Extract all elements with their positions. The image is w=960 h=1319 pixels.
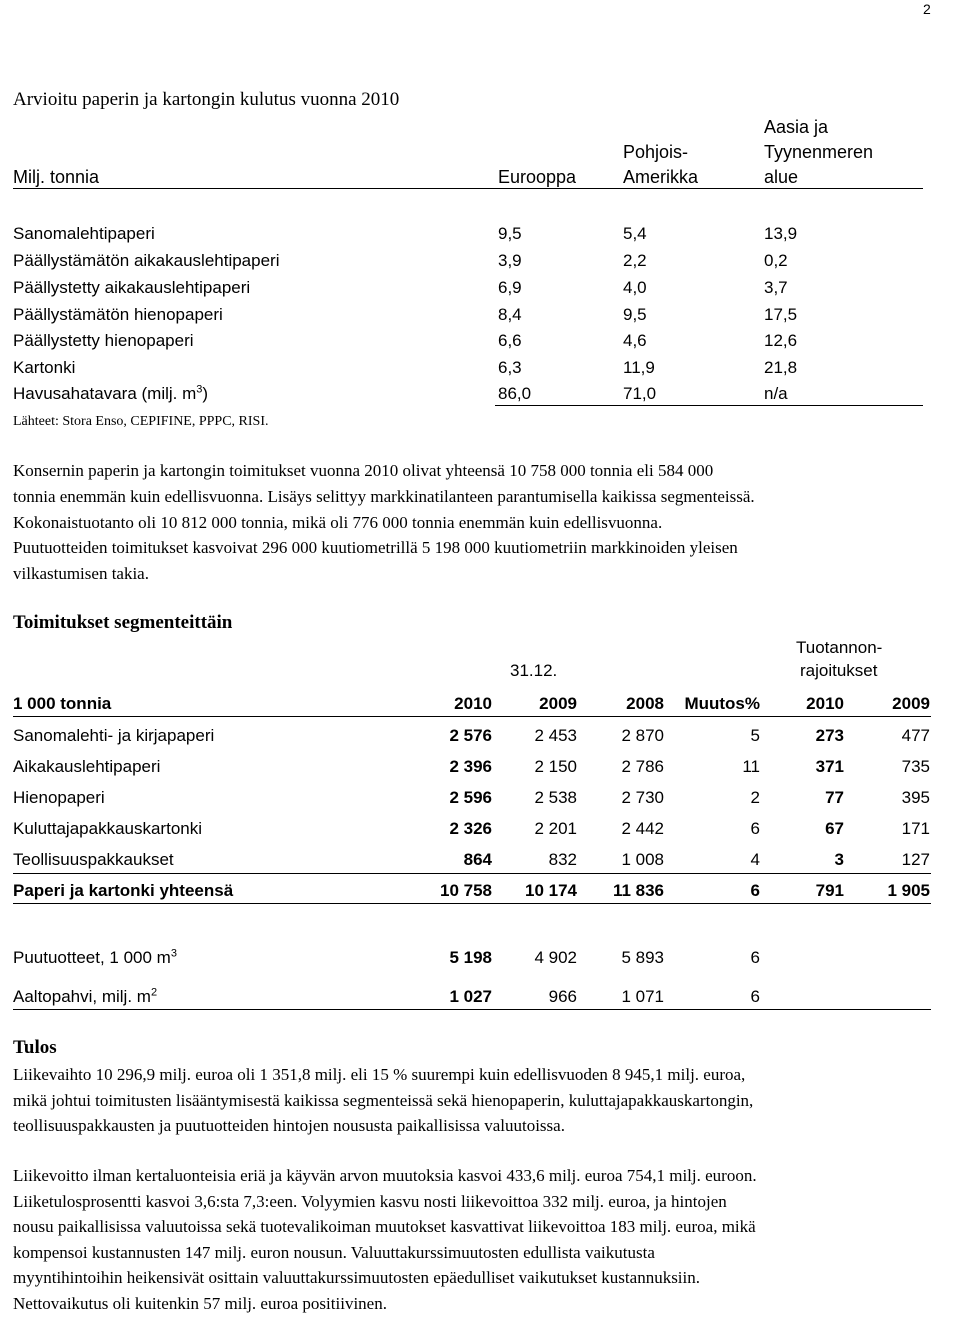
deliveries-cell: 395	[901, 788, 930, 807]
result-paragraph-1	[13, 1062, 958, 1139]
header-asia-line1: Aasia ja	[764, 117, 829, 137]
deliveries-cell: 2 730	[621, 788, 664, 807]
consumption-cell: 6,6	[498, 331, 522, 350]
superscript: 2	[150, 986, 158, 999]
consumption-cell: 17,5	[764, 305, 798, 324]
segment-label: Sanomalehti- ja kirjapaperi	[13, 726, 215, 745]
deliveries-cell: 77	[825, 788, 844, 807]
source-note: Lähteet: Stora Enso, CEPIFINE, PPPC, RISI.	[13, 414, 269, 429]
paragraph-line: myyntihintoihin heikensivät osittain valuuttakurssimuutosten epäedulliset vaikutukset kustannuksiin.	[13, 1268, 701, 1287]
deliveries-cell: 371	[815, 757, 844, 776]
deliveries-cell: 966	[548, 987, 577, 1006]
consumption-cell: 2,2	[623, 251, 647, 270]
deliveries-cell: 2 201	[534, 819, 577, 838]
consumption-cell: 9,5	[623, 305, 647, 324]
result-paragraph-2	[13, 1163, 958, 1316]
consumption-title: Arvioitu paperin ja kartongin kulutus vuonna 2010	[13, 89, 400, 110]
deliveries-bottom-rule	[13, 1009, 931, 1010]
deliveries-cell: 2 326	[449, 819, 492, 838]
header-north-america-line1: Pohjois-	[623, 142, 689, 162]
deliveries-cell: 171	[901, 819, 930, 838]
header-asia-line3: alue	[764, 167, 799, 187]
paragraph-line: mikä johtui toimitusten lisääntymisestä kaikissa segmenteissä sekä hienopaperin, kuluttajapakkauskartongin,	[13, 1090, 754, 1110]
deliveries-cell: 477	[901, 726, 930, 745]
paragraph-line: Puutuotteiden toimitukset kasvoivat 296 000 kuutiometrillä 5 198 000 kuutiometriin markkinoiden yleisen	[13, 538, 738, 558]
segment-label: Hienopaperi	[13, 788, 105, 807]
consumption-cell: 4,6	[623, 331, 647, 350]
deliveries-total-cell: 10 758	[440, 881, 492, 900]
page-number: 2	[923, 1, 931, 17]
deliveries-cell: 127	[901, 850, 930, 869]
consumption-row-label: Sanomalehtipaperi	[13, 224, 155, 243]
consumption-cell: n/a	[764, 384, 788, 403]
deliveries-cell: 67	[825, 819, 844, 838]
deliveries-cell: 3	[834, 850, 844, 869]
consumption-cell: 6,9	[498, 278, 522, 297]
col-header-curtail-2010: 2010	[806, 694, 844, 713]
curtailment-header-line1: Tuotannon-	[796, 638, 883, 657]
consumption-cell: 86,0	[498, 384, 532, 403]
date-header: 31.12.	[510, 661, 558, 680]
col-header-unit: 1 000 tonnia	[13, 694, 112, 713]
segment-label: Teollisuuspakkaukset	[13, 850, 174, 869]
total-label: Paperi ja kartonki yhteensä	[13, 881, 234, 900]
total-bottom-rule	[13, 903, 931, 904]
deliveries-cell: 1 008	[621, 850, 664, 869]
deliveries-cell: 735	[901, 757, 930, 776]
deliveries-cell: 5 893	[621, 948, 664, 967]
header-asia-line2: Tyynenmeren	[764, 142, 874, 162]
paragraph-line: Kokonaistuotanto oli 10 812 000 tonnia, mikä oli 776 000 tonnia enemmän kuin edellisvuonna.	[13, 512, 663, 532]
consumption-cell: 71,0	[623, 384, 657, 403]
deliveries-header-rule	[13, 716, 931, 717]
consumption-row-label: Kartonki	[13, 358, 76, 377]
consumption-row-label: Havusahatavara (milj. $m^3$)	[13, 383, 209, 403]
consumption-cell: 6,3	[498, 358, 522, 377]
deliveries-cell: 11	[742, 757, 760, 776]
deliveries-cell: 2 870	[621, 726, 664, 745]
col-header-2010: 2010	[454, 694, 492, 713]
paragraph-line: vilkastumisen takia.	[13, 564, 149, 584]
deliveries-cell: 2	[750, 788, 760, 807]
deliveries-cell: 4	[750, 850, 760, 869]
superscript: 3	[196, 383, 203, 396]
deliveries-cell: 6	[750, 948, 760, 967]
wood-products-label: Puutuotteet, 1 000 $m^3$	[13, 947, 177, 967]
col-header-2008: 2008	[626, 694, 664, 713]
paragraph-line: kompensoi kustannusten 147 milj. euron nousun. Valuuttakurssimuutosten edullista vaikutusta	[13, 1242, 655, 1262]
curtailment-header-line2: rajoitukset	[800, 661, 878, 680]
superscript: 3	[170, 947, 177, 960]
consumption-unit-label: Milj. tonnia	[13, 167, 100, 187]
consumption-row-label: Päällystetty hienopaperi	[13, 331, 194, 350]
deliveries-total-cell: 10 174	[525, 881, 577, 900]
consumption-cell: 9,5	[498, 224, 522, 243]
deliveries-cell: 864	[463, 850, 492, 869]
deliveries-cell: 273	[815, 726, 844, 745]
col-header-curtail-2009: 2009	[892, 694, 930, 713]
consumption-cell: 0,2	[764, 251, 788, 270]
result-title: Tulos	[13, 1037, 57, 1058]
paragraph-line: Nettovaikutus oli kuitenkin 57 milj. euroa positiivinen.	[13, 1293, 387, 1313]
deliveries-cell: 2 442	[621, 819, 664, 838]
deliveries-cell: 1 027	[449, 987, 492, 1006]
consumption-cell: 11,9	[623, 358, 655, 377]
consumption-cell: 8,4	[498, 305, 522, 324]
segment-label: Aikakauslehtipaperi	[13, 757, 161, 776]
deliveries-cell: 5	[750, 726, 760, 745]
consumption-cell: 12,6	[764, 331, 798, 350]
consumption-cell: 5,4	[623, 224, 647, 243]
deliveries-cell: 5 198	[449, 948, 492, 967]
deliveries-cell: 6	[750, 819, 760, 838]
consumption-cell: 3,9	[498, 251, 522, 270]
deliveries-total-cell: 6	[750, 881, 760, 900]
segment-label: Kuluttajapakkauskartonki	[13, 819, 203, 838]
deliveries-cell: 2 786	[621, 757, 664, 776]
paragraph-line: Konsernin paperin ja kartongin toimitukset vuonna 2010 olivat yhteensä 10 758 000 tonnia eli 584 000	[13, 461, 714, 480]
paragraph-line: Liikevaihto 10 296,9 milj. euroa oli 1 351,8 milj. eli 15 % suurempi kuin edellisvuoden 8 945,1 milj. euroa,	[13, 1065, 746, 1084]
corrugated-label: Aaltopahvi, milj. $m^2$	[13, 986, 158, 1006]
deliveries-cell: 832	[548, 850, 577, 869]
total-top-rule	[13, 873, 931, 874]
header-rule	[13, 188, 923, 189]
deliveries-cell: 6	[750, 987, 760, 1006]
paragraph-line: teollisuuspakkausten ja puutuotteiden hintojen noususta paikallisissa valuutoissa.	[13, 1116, 565, 1135]
consumption-row-label: Päällystämätön hienopaperi	[13, 305, 223, 324]
deliveries-cell: 4 902	[534, 948, 577, 967]
consumption-cell: 4,0	[623, 278, 647, 297]
header-north-america-line2: Amerikka	[623, 167, 699, 187]
deliveries-cell: 2 453	[534, 726, 577, 745]
col-header-change: Muutos%	[684, 694, 760, 713]
paragraph-line: Liiketulosprosentti kasvoi 3,6:sta 7,3:een. Volyymien kasvu nosti liikevoittoa 332 milj. euroa, ja hintojen	[13, 1191, 727, 1211]
consumption-cell: 21,8	[764, 358, 798, 377]
deliveries-total-cell: 11 836	[612, 881, 664, 900]
consumption-row-label: Päällystetty aikakauslehtipaperi	[13, 278, 251, 297]
deliveries-cell: 1 071	[621, 987, 664, 1006]
col-header-2009: 2009	[539, 694, 577, 713]
deliveries-cell: 2 150	[534, 757, 577, 776]
consumption-cell: 3,7	[764, 278, 788, 297]
consumption-row-label: Päällystämätön aikakauslehtipaperi	[13, 251, 280, 270]
deliveries-total-cell: 791	[815, 881, 844, 900]
consumption-cell: 13,9	[764, 224, 798, 243]
paragraph-deliveries-summary	[13, 458, 948, 587]
deliveries-cell: 2 538	[534, 788, 577, 807]
deliveries-title: Toimitukset segmenteittäin	[13, 612, 233, 633]
header-europe: Eurooppa	[498, 167, 577, 187]
paragraph-line: tonnia enemmän kuin edellisvuonna. Lisäys selittyy markkinatilanteen parantumisella kaikissa segmenteissä.	[13, 486, 755, 506]
deliveries-total-cell: 1 905	[887, 881, 930, 900]
deliveries-cell: 2 576	[449, 726, 492, 745]
paragraph-line: Liikevoitto ilman kertaluonteisia eriä ja käyvän arvon muutoksia kasvoi 433,6 milj. euroa 754,1 milj. euroon.	[13, 1166, 757, 1185]
paragraph-line: nousu paikallisissa valuutoissa sekä tuotevalikoiman muutokset kasvattivat liikevoittoa 183 milj. euroa, mikä	[13, 1217, 756, 1236]
deliveries-cell: 2 596	[449, 788, 492, 807]
bottom-rule	[495, 405, 923, 406]
deliveries-cell: 2 396	[449, 757, 492, 776]
